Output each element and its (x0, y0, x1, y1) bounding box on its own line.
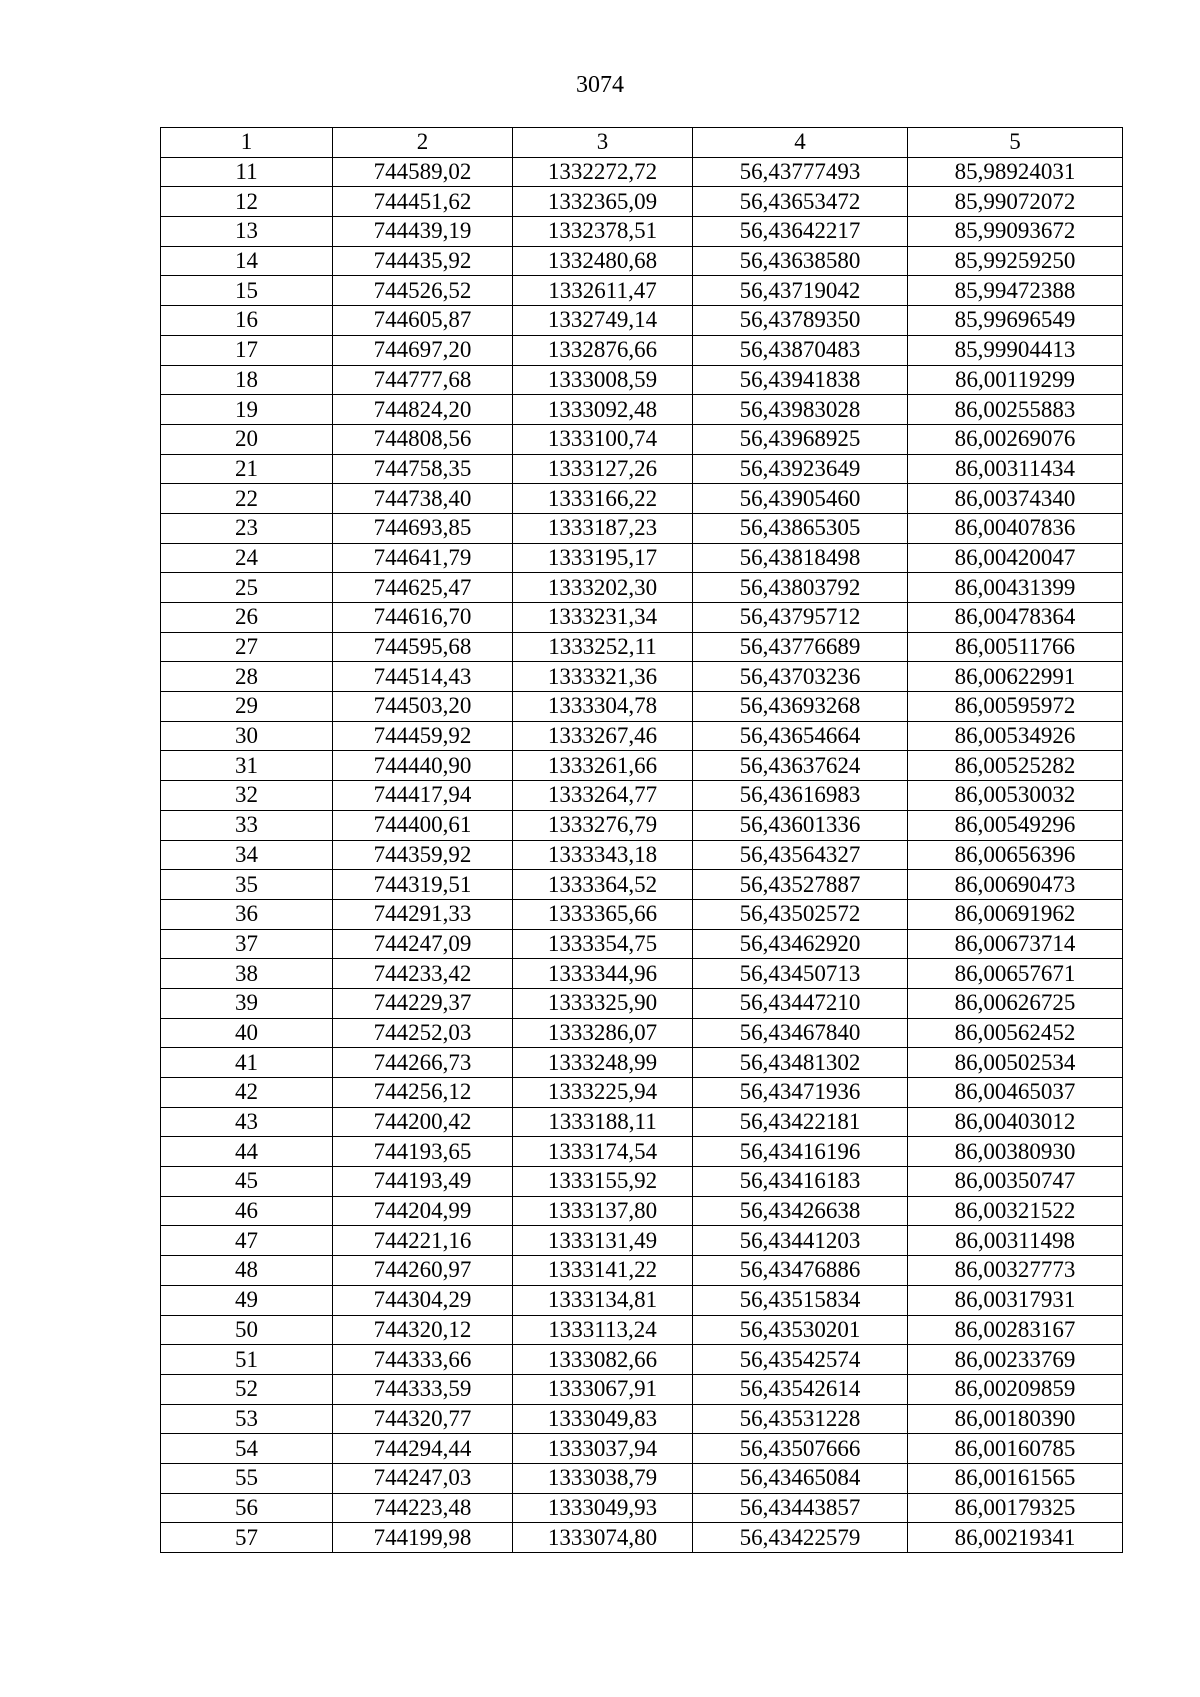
x-coordinate-cell: 744514,43 (333, 662, 513, 692)
table-row (161, 1493, 1123, 1523)
point-number-cell: 30 (161, 721, 333, 751)
longitude-cell: 85,99093672 (908, 217, 1123, 247)
x-coordinate-cell: 744260,97 (333, 1256, 513, 1286)
y-coordinate-cell: 1333276,79 (513, 810, 693, 840)
table-row (161, 1048, 1123, 1078)
coordinates-table (160, 127, 1123, 1553)
point-number-cell: 35 (161, 870, 333, 900)
y-coordinate-cell: 1333141,22 (513, 1256, 693, 1286)
point-number-cell: 39 (161, 988, 333, 1018)
y-coordinate-cell: 1333231,34 (513, 603, 693, 633)
longitude-cell: 86,00407836 (908, 513, 1123, 543)
latitude-cell: 56,43653472 (693, 187, 908, 217)
latitude-cell: 56,43776689 (693, 632, 908, 662)
x-coordinate-cell: 744319,51 (333, 870, 513, 900)
table-row (161, 187, 1123, 217)
latitude-cell: 56,43693268 (693, 692, 908, 722)
y-coordinate-cell: 1333286,07 (513, 1018, 693, 1048)
x-coordinate-cell: 744605,87 (333, 306, 513, 336)
x-coordinate-cell: 744693,85 (333, 513, 513, 543)
x-coordinate-cell: 744641,79 (333, 543, 513, 573)
y-coordinate-cell: 1333365,66 (513, 899, 693, 929)
y-coordinate-cell: 1333074,80 (513, 1523, 693, 1553)
longitude-cell: 85,99904413 (908, 335, 1123, 365)
point-number-cell: 14 (161, 246, 333, 276)
latitude-cell: 56,43471936 (693, 1078, 908, 1108)
x-coordinate-cell: 744252,03 (333, 1018, 513, 1048)
latitude-cell: 56,43983028 (693, 395, 908, 425)
latitude-cell: 56,43642217 (693, 217, 908, 247)
longitude-cell: 86,00595972 (908, 692, 1123, 722)
x-coordinate-cell: 744320,77 (333, 1404, 513, 1434)
table-row (161, 1285, 1123, 1315)
column-header: 5 (908, 128, 1123, 158)
x-coordinate-cell: 744193,65 (333, 1137, 513, 1167)
longitude-cell: 86,00350747 (908, 1167, 1123, 1197)
table-row (161, 1523, 1123, 1553)
longitude-cell: 85,99472388 (908, 276, 1123, 306)
latitude-cell: 56,43527887 (693, 870, 908, 900)
longitude-cell: 86,00374340 (908, 484, 1123, 514)
y-coordinate-cell: 1333127,26 (513, 454, 693, 484)
point-number-cell: 42 (161, 1078, 333, 1108)
longitude-cell: 86,00673714 (908, 929, 1123, 959)
longitude-cell: 86,00478364 (908, 603, 1123, 633)
longitude-cell: 86,00327773 (908, 1256, 1123, 1286)
y-coordinate-cell: 1333038,79 (513, 1463, 693, 1493)
point-number-cell: 50 (161, 1315, 333, 1345)
longitude-cell: 86,00691962 (908, 899, 1123, 929)
y-coordinate-cell: 1333137,80 (513, 1196, 693, 1226)
y-coordinate-cell: 1333174,54 (513, 1137, 693, 1167)
y-coordinate-cell: 1333264,77 (513, 781, 693, 811)
column-header: 1 (161, 128, 333, 158)
point-number-cell: 27 (161, 632, 333, 662)
longitude-cell: 86,00530032 (908, 781, 1123, 811)
y-coordinate-cell: 1333364,52 (513, 870, 693, 900)
longitude-cell: 86,00311498 (908, 1226, 1123, 1256)
y-coordinate-cell: 1333304,78 (513, 692, 693, 722)
longitude-cell: 86,00690473 (908, 870, 1123, 900)
point-number-cell: 29 (161, 692, 333, 722)
latitude-cell: 56,43564327 (693, 840, 908, 870)
y-coordinate-cell: 1332365,09 (513, 187, 693, 217)
longitude-cell: 86,00656396 (908, 840, 1123, 870)
point-number-cell: 48 (161, 1256, 333, 1286)
latitude-cell: 56,43515834 (693, 1285, 908, 1315)
longitude-cell: 86,00180390 (908, 1404, 1123, 1434)
x-coordinate-cell: 744777,68 (333, 365, 513, 395)
point-number-cell: 38 (161, 959, 333, 989)
x-coordinate-cell: 744451,62 (333, 187, 513, 217)
x-coordinate-cell: 744247,03 (333, 1463, 513, 1493)
point-number-cell: 34 (161, 840, 333, 870)
point-number-cell: 56 (161, 1493, 333, 1523)
latitude-cell: 56,43426638 (693, 1196, 908, 1226)
point-number-cell: 36 (161, 899, 333, 929)
longitude-cell: 86,00209859 (908, 1374, 1123, 1404)
x-coordinate-cell: 744359,92 (333, 840, 513, 870)
latitude-cell: 56,43416196 (693, 1137, 908, 1167)
table-row (161, 1256, 1123, 1286)
table-row (161, 246, 1123, 276)
x-coordinate-cell: 744439,19 (333, 217, 513, 247)
latitude-cell: 56,43507666 (693, 1434, 908, 1464)
longitude-cell: 86,00321522 (908, 1196, 1123, 1226)
page-number: 3074 (576, 72, 624, 98)
y-coordinate-cell: 1333248,99 (513, 1048, 693, 1078)
table-row (161, 1226, 1123, 1256)
longitude-cell: 85,99072072 (908, 187, 1123, 217)
table-row (161, 870, 1123, 900)
latitude-cell: 56,43443857 (693, 1493, 908, 1523)
y-coordinate-cell: 1333155,92 (513, 1167, 693, 1197)
y-coordinate-cell: 1333067,91 (513, 1374, 693, 1404)
x-coordinate-cell: 744233,42 (333, 959, 513, 989)
x-coordinate-cell: 744589,02 (333, 157, 513, 187)
x-coordinate-cell: 744333,59 (333, 1374, 513, 1404)
table-body (161, 157, 1123, 1552)
x-coordinate-cell: 744221,16 (333, 1226, 513, 1256)
y-coordinate-cell: 1333008,59 (513, 365, 693, 395)
point-number-cell: 57 (161, 1523, 333, 1553)
x-coordinate-cell: 744333,66 (333, 1345, 513, 1375)
latitude-cell: 56,43870483 (693, 335, 908, 365)
latitude-cell: 56,43719042 (693, 276, 908, 306)
latitude-cell: 56,43637624 (693, 751, 908, 781)
latitude-cell: 56,43447210 (693, 988, 908, 1018)
table-row (161, 899, 1123, 929)
latitude-cell: 56,43542614 (693, 1374, 908, 1404)
point-number-cell: 51 (161, 1345, 333, 1375)
y-coordinate-cell: 1333113,24 (513, 1315, 693, 1345)
column-header: 2 (333, 128, 513, 158)
point-number-cell: 54 (161, 1434, 333, 1464)
table-row (161, 840, 1123, 870)
table-row (161, 1137, 1123, 1167)
point-number-cell: 12 (161, 187, 333, 217)
y-coordinate-cell: 1333225,94 (513, 1078, 693, 1108)
longitude-cell: 85,98924031 (908, 157, 1123, 187)
longitude-cell: 86,00255883 (908, 395, 1123, 425)
latitude-cell: 56,43616983 (693, 781, 908, 811)
table-row (161, 1374, 1123, 1404)
point-number-cell: 55 (161, 1463, 333, 1493)
y-coordinate-cell: 1333100,74 (513, 424, 693, 454)
longitude-cell: 86,00431399 (908, 573, 1123, 603)
table-row (161, 365, 1123, 395)
longitude-cell: 86,00525282 (908, 751, 1123, 781)
point-number-cell: 44 (161, 1137, 333, 1167)
table-row (161, 959, 1123, 989)
table-row (161, 1196, 1123, 1226)
point-number-cell: 47 (161, 1226, 333, 1256)
table-row (161, 335, 1123, 365)
table-row (161, 1107, 1123, 1137)
x-coordinate-cell: 744304,29 (333, 1285, 513, 1315)
latitude-cell: 56,43865305 (693, 513, 908, 543)
table-row (161, 1018, 1123, 1048)
latitude-cell: 56,43654664 (693, 721, 908, 751)
longitude-cell: 86,00161565 (908, 1463, 1123, 1493)
table-row (161, 573, 1123, 603)
table-row (161, 810, 1123, 840)
point-number-cell: 15 (161, 276, 333, 306)
table-row (161, 1434, 1123, 1464)
table-row (161, 751, 1123, 781)
latitude-cell: 56,43450713 (693, 959, 908, 989)
point-number-cell: 33 (161, 810, 333, 840)
y-coordinate-cell: 1333261,66 (513, 751, 693, 781)
y-coordinate-cell: 1333267,46 (513, 721, 693, 751)
longitude-cell: 86,00317931 (908, 1285, 1123, 1315)
longitude-cell: 86,00403012 (908, 1107, 1123, 1137)
table-row (161, 395, 1123, 425)
y-coordinate-cell: 1332480,68 (513, 246, 693, 276)
table-row (161, 484, 1123, 514)
latitude-cell: 56,43703236 (693, 662, 908, 692)
point-number-cell: 13 (161, 217, 333, 247)
y-coordinate-cell: 1333344,96 (513, 959, 693, 989)
x-coordinate-cell: 744435,92 (333, 246, 513, 276)
longitude-cell: 86,00233769 (908, 1345, 1123, 1375)
y-coordinate-cell: 1333202,30 (513, 573, 693, 603)
y-coordinate-cell: 1333325,90 (513, 988, 693, 1018)
table-row (161, 1078, 1123, 1108)
latitude-cell: 56,43422579 (693, 1523, 908, 1553)
longitude-cell: 86,00465037 (908, 1078, 1123, 1108)
table-row (161, 454, 1123, 484)
y-coordinate-cell: 1333354,75 (513, 929, 693, 959)
table-row (161, 1345, 1123, 1375)
latitude-cell: 56,43968925 (693, 424, 908, 454)
y-coordinate-cell: 1333195,17 (513, 543, 693, 573)
x-coordinate-cell: 744824,20 (333, 395, 513, 425)
y-coordinate-cell: 1333321,36 (513, 662, 693, 692)
longitude-cell: 86,00380930 (908, 1137, 1123, 1167)
longitude-cell: 86,00622991 (908, 662, 1123, 692)
point-number-cell: 40 (161, 1018, 333, 1048)
y-coordinate-cell: 1333343,18 (513, 840, 693, 870)
latitude-cell: 56,43481302 (693, 1048, 908, 1078)
longitude-cell: 86,00549296 (908, 810, 1123, 840)
latitude-cell: 56,43638580 (693, 246, 908, 276)
point-number-cell: 21 (161, 454, 333, 484)
x-coordinate-cell: 744625,47 (333, 573, 513, 603)
latitude-cell: 56,43818498 (693, 543, 908, 573)
latitude-cell: 56,43789350 (693, 306, 908, 336)
table-row (161, 276, 1123, 306)
latitude-cell: 56,43795712 (693, 603, 908, 633)
y-coordinate-cell: 1333092,48 (513, 395, 693, 425)
point-number-cell: 26 (161, 603, 333, 633)
point-number-cell: 32 (161, 781, 333, 811)
table-row (161, 781, 1123, 811)
point-number-cell: 43 (161, 1107, 333, 1137)
longitude-cell: 86,00562452 (908, 1018, 1123, 1048)
longitude-cell: 86,00534926 (908, 721, 1123, 751)
point-number-cell: 28 (161, 662, 333, 692)
point-number-cell: 41 (161, 1048, 333, 1078)
latitude-cell: 56,43422181 (693, 1107, 908, 1137)
column-header: 3 (513, 128, 693, 158)
x-coordinate-cell: 744199,98 (333, 1523, 513, 1553)
y-coordinate-cell: 1332749,14 (513, 306, 693, 336)
x-coordinate-cell: 744503,20 (333, 692, 513, 722)
latitude-cell: 56,43531228 (693, 1404, 908, 1434)
x-coordinate-cell: 744200,42 (333, 1107, 513, 1137)
y-coordinate-cell: 1333131,49 (513, 1226, 693, 1256)
x-coordinate-cell: 744459,92 (333, 721, 513, 751)
y-coordinate-cell: 1332611,47 (513, 276, 693, 306)
y-coordinate-cell: 1332272,72 (513, 157, 693, 187)
longitude-cell: 85,99259250 (908, 246, 1123, 276)
table-row (161, 1167, 1123, 1197)
point-number-cell: 11 (161, 157, 333, 187)
table-row (161, 929, 1123, 959)
latitude-cell: 56,43803792 (693, 573, 908, 603)
x-coordinate-cell: 744223,48 (333, 1493, 513, 1523)
y-coordinate-cell: 1333049,93 (513, 1493, 693, 1523)
table-row (161, 988, 1123, 1018)
x-coordinate-cell: 744266,73 (333, 1048, 513, 1078)
x-coordinate-cell: 744595,68 (333, 632, 513, 662)
latitude-cell: 56,43905460 (693, 484, 908, 514)
table-row (161, 306, 1123, 336)
longitude-cell: 86,00283167 (908, 1315, 1123, 1345)
x-coordinate-cell: 744738,40 (333, 484, 513, 514)
table-row (161, 603, 1123, 633)
longitude-cell: 86,00311434 (908, 454, 1123, 484)
latitude-cell: 56,43530201 (693, 1315, 908, 1345)
table-row (161, 721, 1123, 751)
latitude-cell: 56,43476886 (693, 1256, 908, 1286)
point-number-cell: 37 (161, 929, 333, 959)
x-coordinate-cell: 744697,20 (333, 335, 513, 365)
point-number-cell: 22 (161, 484, 333, 514)
table-row (161, 692, 1123, 722)
longitude-cell: 86,00219341 (908, 1523, 1123, 1553)
longitude-cell: 86,00269076 (908, 424, 1123, 454)
latitude-cell: 56,43502572 (693, 899, 908, 929)
point-number-cell: 52 (161, 1374, 333, 1404)
latitude-cell: 56,43601336 (693, 810, 908, 840)
point-number-cell: 17 (161, 335, 333, 365)
table-row (161, 157, 1123, 187)
y-coordinate-cell: 1333187,23 (513, 513, 693, 543)
y-coordinate-cell: 1332876,66 (513, 335, 693, 365)
table-row (161, 1404, 1123, 1434)
y-coordinate-cell: 1333134,81 (513, 1285, 693, 1315)
y-coordinate-cell: 1332378,51 (513, 217, 693, 247)
x-coordinate-cell: 744193,49 (333, 1167, 513, 1197)
point-number-cell: 53 (161, 1404, 333, 1434)
y-coordinate-cell: 1333037,94 (513, 1434, 693, 1464)
latitude-cell: 56,43465084 (693, 1463, 908, 1493)
point-number-cell: 23 (161, 513, 333, 543)
point-number-cell: 16 (161, 306, 333, 336)
table-row (161, 424, 1123, 454)
y-coordinate-cell: 1333166,22 (513, 484, 693, 514)
table-row (161, 632, 1123, 662)
y-coordinate-cell: 1333082,66 (513, 1345, 693, 1375)
x-coordinate-cell: 744229,37 (333, 988, 513, 1018)
point-number-cell: 31 (161, 751, 333, 781)
x-coordinate-cell: 744247,09 (333, 929, 513, 959)
latitude-cell: 56,43777493 (693, 157, 908, 187)
y-coordinate-cell: 1333252,11 (513, 632, 693, 662)
x-coordinate-cell: 744440,90 (333, 751, 513, 781)
point-number-cell: 49 (161, 1285, 333, 1315)
x-coordinate-cell: 744400,61 (333, 810, 513, 840)
y-coordinate-cell: 1333188,11 (513, 1107, 693, 1137)
longitude-cell: 86,00119299 (908, 365, 1123, 395)
x-coordinate-cell: 744808,56 (333, 424, 513, 454)
latitude-cell: 56,43416183 (693, 1167, 908, 1197)
point-number-cell: 24 (161, 543, 333, 573)
x-coordinate-cell: 744291,33 (333, 899, 513, 929)
longitude-cell: 86,00160785 (908, 1434, 1123, 1464)
table-row (161, 543, 1123, 573)
point-number-cell: 45 (161, 1167, 333, 1197)
table-row (161, 217, 1123, 247)
longitude-cell: 86,00420047 (908, 543, 1123, 573)
point-number-cell: 46 (161, 1196, 333, 1226)
y-coordinate-cell: 1333049,83 (513, 1404, 693, 1434)
table-row (161, 662, 1123, 692)
point-number-cell: 20 (161, 424, 333, 454)
table-header-row (161, 128, 1123, 158)
longitude-cell: 86,00502534 (908, 1048, 1123, 1078)
table-row (161, 513, 1123, 543)
longitude-cell: 86,00179325 (908, 1493, 1123, 1523)
x-coordinate-cell: 744320,12 (333, 1315, 513, 1345)
table-row (161, 1315, 1123, 1345)
x-coordinate-cell: 744758,35 (333, 454, 513, 484)
latitude-cell: 56,43462920 (693, 929, 908, 959)
longitude-cell: 85,99696549 (908, 306, 1123, 336)
latitude-cell: 56,43923649 (693, 454, 908, 484)
column-header: 4 (693, 128, 908, 158)
x-coordinate-cell: 744526,52 (333, 276, 513, 306)
latitude-cell: 56,43441203 (693, 1226, 908, 1256)
longitude-cell: 86,00511766 (908, 632, 1123, 662)
longitude-cell: 86,00626725 (908, 988, 1123, 1018)
point-number-cell: 18 (161, 365, 333, 395)
latitude-cell: 56,43941838 (693, 365, 908, 395)
x-coordinate-cell: 744204,99 (333, 1196, 513, 1226)
latitude-cell: 56,43467840 (693, 1018, 908, 1048)
table-row (161, 1463, 1123, 1493)
x-coordinate-cell: 744616,70 (333, 603, 513, 633)
point-number-cell: 19 (161, 395, 333, 425)
longitude-cell: 86,00657671 (908, 959, 1123, 989)
x-coordinate-cell: 744256,12 (333, 1078, 513, 1108)
x-coordinate-cell: 744294,44 (333, 1434, 513, 1464)
x-coordinate-cell: 744417,94 (333, 781, 513, 811)
point-number-cell: 25 (161, 573, 333, 603)
latitude-cell: 56,43542574 (693, 1345, 908, 1375)
